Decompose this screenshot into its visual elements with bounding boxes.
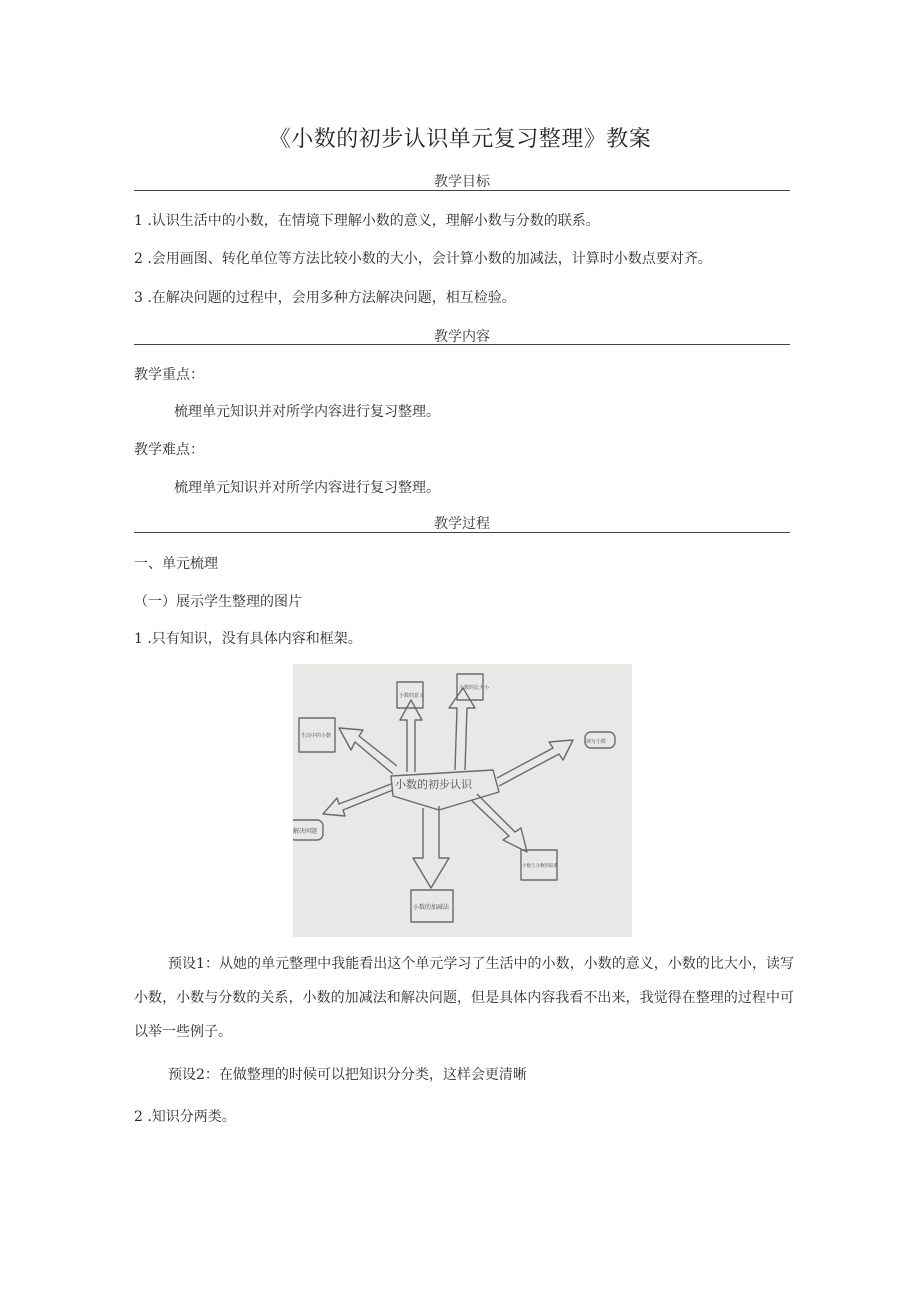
divider (134, 344, 790, 345)
mindmap-drawing (293, 664, 632, 937)
branch-label-addsub: 小数的加减法 (413, 904, 450, 911)
divider (134, 532, 790, 533)
sub-heading: （一）展示学生整理的图片 (134, 594, 302, 610)
branch-label-readwrite: 读写小数 (586, 739, 607, 745)
section-heading-goals: 教学目标 (434, 174, 490, 190)
section-heading-process: 教学过程 (434, 516, 490, 532)
branch-label-fraction: 小数与分数的联系 (522, 864, 558, 869)
student-mindmap-photo (293, 664, 632, 937)
step-2: 2 .知识分两类。 (134, 1109, 236, 1125)
mindmap-center-label: 小数的初步认识 (395, 778, 472, 791)
key-point-label: 教学重点： (134, 367, 204, 383)
key-point-text: 梳理单元知识并对所学内容进行复习整理。 (174, 404, 440, 420)
part-heading: 一、单元梳理 (134, 556, 218, 572)
branch-label-compare: 小数的比大小 (459, 685, 490, 691)
goal-item-3: 3 .在解决问题的过程中，会用多种方法解决问题，相互检验。 (134, 290, 516, 306)
preset-2-paragraph: 预设2：在做整理的时候可以把知识分分类，这样会更清晰 (168, 1067, 527, 1083)
goal-item-1: 1 .认识生活中的小数，在情境下理解小数的意义，理解小数与分数的联系。 (134, 213, 600, 229)
branch-label-life: 生活中的小数 (301, 733, 332, 739)
branch-label-solve: 解决问题 (293, 828, 318, 835)
divider (134, 190, 790, 191)
difficulty-text: 梳理单元知识并对所学内容进行复习整理。 (174, 480, 440, 496)
preset-1-paragraph: 预设1：从她的单元整理中我能看出这个单元学习了生活中的小数，小数的意义，小数的比大小，读写小数，小数与分数的关系，小数的加减法和解决问题，但是具体内容我看不出来，我觉得在整理的过程中可以举一些例子。 (134, 956, 794, 1040)
step-1: 1 .只有知识，没有具体内容和框架。 (134, 631, 362, 647)
section-heading-content: 教学内容 (434, 329, 490, 345)
goal-item-2: 2 .会用画图、转化单位等方法比较小数的大小，会计算小数的加减法，计算时小数点要对齐。 (134, 251, 712, 267)
difficulty-label: 教学难点： (134, 442, 204, 458)
branch-label-meaning: 小数的意义 (399, 693, 425, 699)
page-title: 《小数的初步认识单元复习整理》教案 (268, 127, 652, 152)
